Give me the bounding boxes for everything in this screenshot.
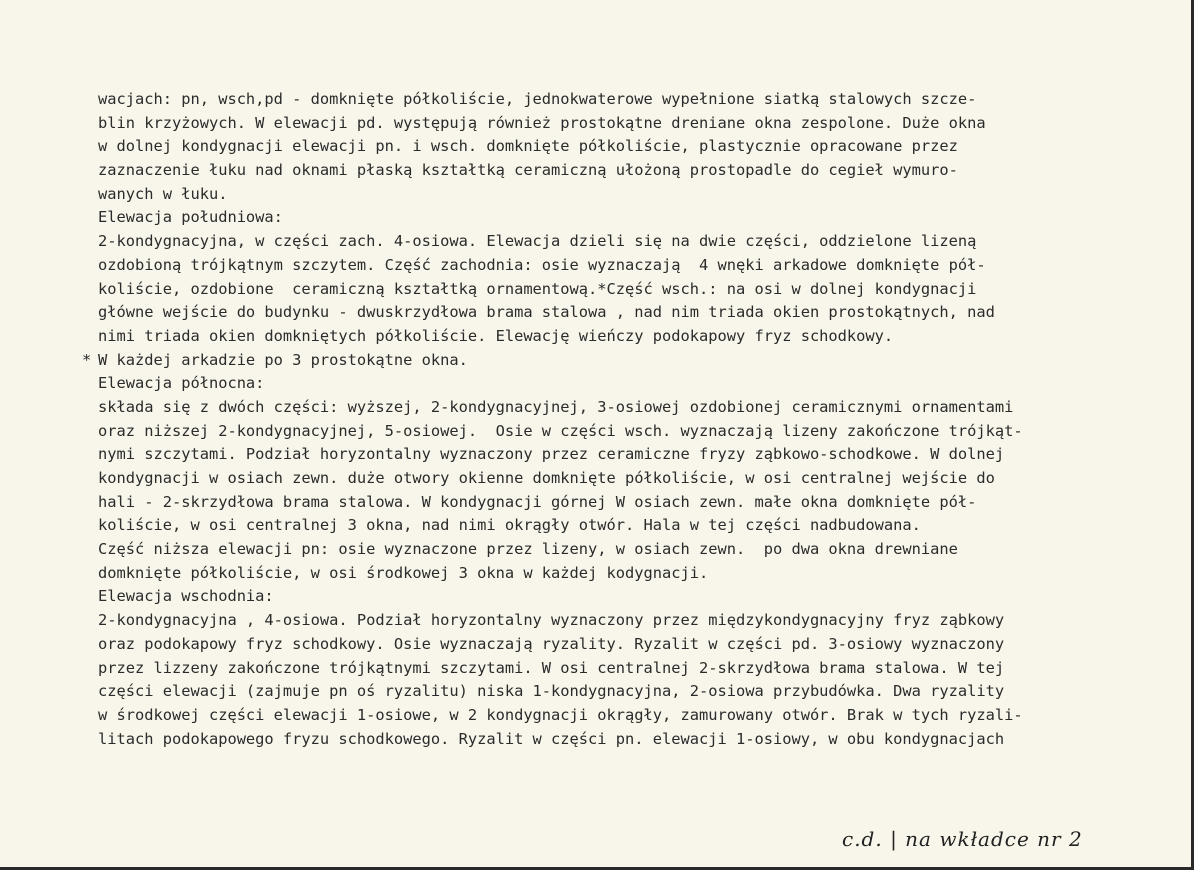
text-line: koliście, w osi centralnej 3 okna, nad nimi okrągły otwór. Hala w tej części nadbudowana. (98, 516, 921, 535)
text-line: Część niższa elewacji pn: osie wyznaczone przez lizeny, w osiach zewn. po dwa okna drewniane (98, 540, 958, 559)
text-line: oraz podokapowy fryz schodkowy. Osie wyznaczają ryzality. Ryzalit w części pd. 3-osiowy wyznaczony (98, 634, 1005, 653)
text-line: składa się z dwóch części: wyższej, 2-kondygnacyjnej, 3-osiowej ozdobionej ceramicznymi ornamentami (98, 397, 1014, 416)
section-heading: Elewacja północna: (98, 374, 265, 393)
section-heading: Elewacja wschodnia: (98, 587, 274, 606)
typed-text-body (82, 88, 1138, 751)
text-line: przez lizzeny zakończone trójkątnymi szczytami. W osi centralnej 2-skrzydłowa brama stalowa. W tej (98, 658, 1005, 677)
text-line: nimi triada okien domkniętych półkoliście. Elewację wieńczy podokapowy fryz schodkowy. (98, 326, 894, 345)
footnote-mark: * (82, 350, 92, 369)
footnote-line (82, 349, 1138, 373)
text-line: wacjach: pn, wsch,pd - domknięte półkoliście, jednokwaterowe wypełnione siatką stalowych szcze- (98, 90, 977, 108)
text-line: oraz niższej 2-kondygnacyjnej, 5-osiowej. Osie w części wsch. wyznaczają lizeny zakończone trójkąt- (98, 421, 1023, 440)
text-line: w dolnej kondygnacji elewacji pn. i wsch. domknięte półkoliście, plastycznie opracowane przez (98, 137, 958, 156)
text-line: nymi szczytami. Podział horyzontalny wyznaczony przez ceramiczne fryzy ząbkowo-schodkowe. W dolnej (98, 445, 1005, 464)
text-line: litach podokapowego fryzu schodkowego. Ryzalit w części pn. elewacji 1-osiowy, w obu kondygnacjach (98, 729, 1005, 748)
text-line: domknięte półkoliście, w osi środkowej 3 okna w każdej kodygnacji. (98, 563, 709, 582)
text-line: kondygnacji w osiach zewn. duże otwory okienne domknięte półkoliście, w osi centralnej wejście do (98, 469, 995, 487)
text-line: 2-kondygnacyjna , 4-osiowa. Podział horyzontalny wyznaczony przez międzykondygnacyjny fryz ząbkowy (98, 611, 1005, 630)
text-line: w środkowej części elewacji 1-osiowe, w 2 kondygnacji okrągły, zamurowany otwór. Brak w tych ryzali- (98, 705, 1023, 724)
text-line: koliście, ozdobione ceramiczną kształtką ornamentową.*Część wsch.: na osi w dolnej kondygnacji (98, 279, 977, 298)
handwritten-note: c.d. | na wkładce nr 2 (842, 827, 1083, 851)
text-line: 2-kondygnacyjna, w części zach. 4-osiowa. Elewacja dzieli się na dwie części, oddzielone lizeną (98, 232, 977, 251)
section-heading: Elewacja południowa: (98, 208, 283, 227)
text-line: zaznaczenie łuku nad oknami płaską kształtką ceramiczną ułożoną prostopadle do cegieł wymuro- (98, 161, 958, 180)
text-line: części elewacji (zajmuje pn oś ryzalitu) niska 1-kondygnacyjna, 2-osiowa przybudówka. Dwa ryzality (98, 682, 1005, 701)
text-line: blin krzyżowych. W elewacji pd. występują również prostokątne dreniane okna zespolone. Duże okna (98, 113, 986, 132)
text-line: główne wejście do budynku - dwuskrzydłowa brama stalowa , nad nim triada okien prostokątnych, nad (98, 303, 995, 322)
text-line: ozdobioną trójkątnym szczytem. Część zachodnia: osie wyznaczają 4 wnęki arkadowe domknięte pół- (98, 255, 986, 274)
footnote-text: W każdej arkadzie po 3 prostokątne okna. (98, 350, 468, 369)
text-line: hali - 2-skrzydłowa brama stalowa. W kondygnacji górnej W osiach zewn. małe okna domknięte pół- (98, 492, 977, 511)
text-line: wanych w łuku. (98, 184, 228, 203)
